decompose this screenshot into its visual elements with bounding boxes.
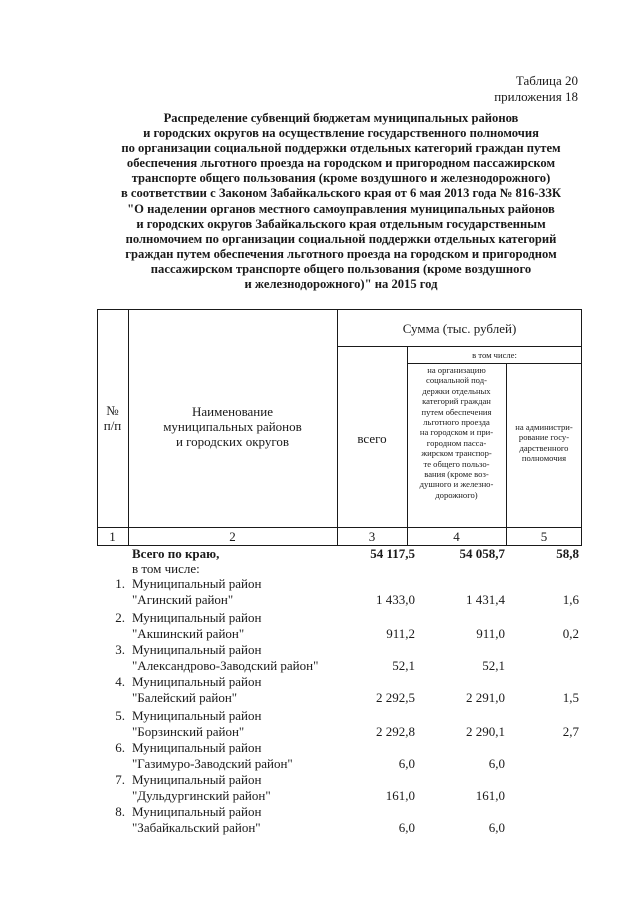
org-header (407, 365, 506, 500)
row-type: Муниципальный район (132, 740, 262, 755)
rule (407, 363, 582, 364)
total-sum: 54 117,5 (370, 546, 415, 561)
col-number: 4 (453, 529, 460, 544)
row-name: "Акшинский район" (132, 626, 245, 641)
title-line: транспорте общего пользования (кроме воздушного и железнодорожного) (131, 171, 551, 186)
rule (97, 309, 582, 310)
org-header-line: душного и железно- (419, 479, 494, 490)
admin-header-line: на администри- (515, 422, 573, 432)
title-line: обеспечения льготного проезда на городском и пригородном пассажирском (126, 156, 556, 171)
row-total: 161,0 (385, 788, 415, 803)
row-admin: 2,7 (562, 724, 579, 739)
row-org: 6,0 (488, 820, 505, 835)
org-header-line: дорожного) (435, 489, 478, 500)
row-number: 6. (115, 740, 125, 755)
org-header-line: на организацию (427, 365, 486, 375)
admin-header-line: полномочия (521, 453, 567, 464)
title-line: Распределение субвенций бюджетам муниципальных районов (163, 111, 519, 125)
row-type: Муниципальный район (132, 804, 262, 819)
number-header-line: № (106, 403, 119, 418)
name-header-line: Наименование (192, 404, 273, 419)
title-line: граждан путем обеспечения льготного проезда на городском и пригородном (125, 246, 557, 261)
row-type: Муниципальный район (132, 674, 262, 689)
number-header (97, 403, 128, 433)
row-total: 52,1 (392, 658, 415, 673)
col-number: 3 (368, 529, 376, 544)
row-number: 5. (115, 708, 125, 723)
total-header: всего (357, 431, 387, 446)
row-number: 2. (115, 610, 125, 625)
org-header-line: держки отдельных (422, 385, 491, 396)
table-header (97, 309, 582, 546)
title-line: по организации социальной поддержки отдельных категорий граждан путем (121, 141, 561, 156)
total-label: Всего по краю, (132, 546, 220, 561)
row-org: 2 290,1 (466, 724, 505, 739)
row-org: 911,0 (476, 626, 505, 641)
title-line: пассажирском транспорте общего пользования (кроме воздушного (150, 261, 532, 276)
admin-header-line: рование госу- (518, 432, 570, 443)
org-header-line: льготного проезда (423, 417, 490, 428)
org-header-line: на городском и при- (419, 427, 494, 438)
row-type: Муниципальный район (132, 610, 262, 625)
row-type: Муниципальный район (132, 708, 262, 723)
row-total: 2 292,8 (376, 724, 415, 739)
row-org: 6,0 (488, 756, 505, 771)
title-line: полномочием по организации социальной поддержки отдельных категорий (125, 231, 557, 246)
org-header-line: путем обеспечения (421, 406, 492, 417)
row-type: Муниципальный район (132, 642, 262, 657)
row-name: "Балейский район" (132, 690, 238, 705)
row-number: 7. (115, 772, 125, 787)
row-org: 2 291,0 (466, 690, 505, 705)
row-name: "Забайкальский район" (132, 820, 261, 835)
row-name: "Агинский район" (132, 592, 234, 607)
row-org: 52,1 (482, 658, 505, 673)
admin-header (506, 422, 582, 464)
row-type: Муниципальный район (132, 772, 262, 787)
row-total: 911,2 (386, 626, 415, 641)
total-admin: 58,8 (556, 546, 579, 561)
row-total: 6,0 (398, 820, 415, 835)
title-line: в соответствии с Законом Забайкальского края от 6 мая 2013 года № 816-ЗЗК (120, 186, 562, 201)
org-header-line: жирском транспор- (421, 448, 492, 459)
row-name: "Дульдургинский район" (132, 788, 271, 803)
sum-header: Сумма (тыс. рублей) (402, 321, 517, 336)
rule (337, 309, 338, 546)
org-header-line: вания (кроме воз- (424, 469, 489, 480)
name-header-line: муниципальных районов (163, 419, 302, 434)
row-number: 3. (115, 642, 125, 657)
including-header: в том числе: (472, 350, 517, 360)
row-admin: 0,2 (562, 626, 579, 641)
title-line: и городских округов на осуществление государственного полномочия (143, 126, 539, 141)
number-header-line: п/п (103, 418, 122, 433)
document-title (96, 111, 586, 292)
row-name: "Борзинский район" (132, 724, 245, 739)
rule (337, 346, 582, 347)
org-header-line: социальной под- (426, 375, 487, 386)
name-header-line: и городских округов (175, 434, 290, 449)
rule (97, 527, 582, 528)
row-name: "Газимуро-Заводский район" (132, 756, 293, 771)
col-number: 5 (540, 529, 548, 544)
org-header-line: категорий граждан (422, 396, 491, 407)
table-reference (494, 73, 578, 105)
title-line: и железнодорожного)" на 2015 год (244, 277, 438, 292)
row-total: 2 292,5 (376, 690, 415, 705)
appendix-number: приложения 18 (494, 89, 578, 104)
row-total: 6,0 (398, 756, 415, 771)
row-number: 8. (115, 804, 125, 819)
including-label: в том числе: (132, 561, 200, 576)
row-type: Муниципальный район (132, 576, 262, 591)
title-line: "О наделении органов местного самоуправления муниципальных районов (127, 201, 555, 216)
row-number: 1. (115, 576, 125, 591)
col-number: 1 (109, 529, 116, 544)
title-line: и городских округов Забайкальского края отдельным государственным (136, 216, 546, 231)
row-total: 1 433,0 (376, 592, 415, 607)
row-org: 161,0 (475, 788, 505, 803)
row-org: 1 431,4 (466, 592, 505, 607)
col-number: 2 (229, 529, 236, 544)
admin-header-line: дарственного (519, 442, 569, 453)
row-number: 4. (115, 674, 125, 689)
row-admin: 1,6 (562, 592, 579, 607)
total-org: 54 058,7 (459, 546, 505, 561)
row-admin: 1,5 (562, 690, 579, 705)
table-number: Таблица 20 (515, 73, 578, 88)
org-header-line: городном пасса- (426, 437, 487, 448)
org-header-line: те общего пользо- (423, 458, 490, 469)
name-header (128, 404, 337, 449)
row-name: "Александрово-Заводский район" (132, 658, 319, 673)
